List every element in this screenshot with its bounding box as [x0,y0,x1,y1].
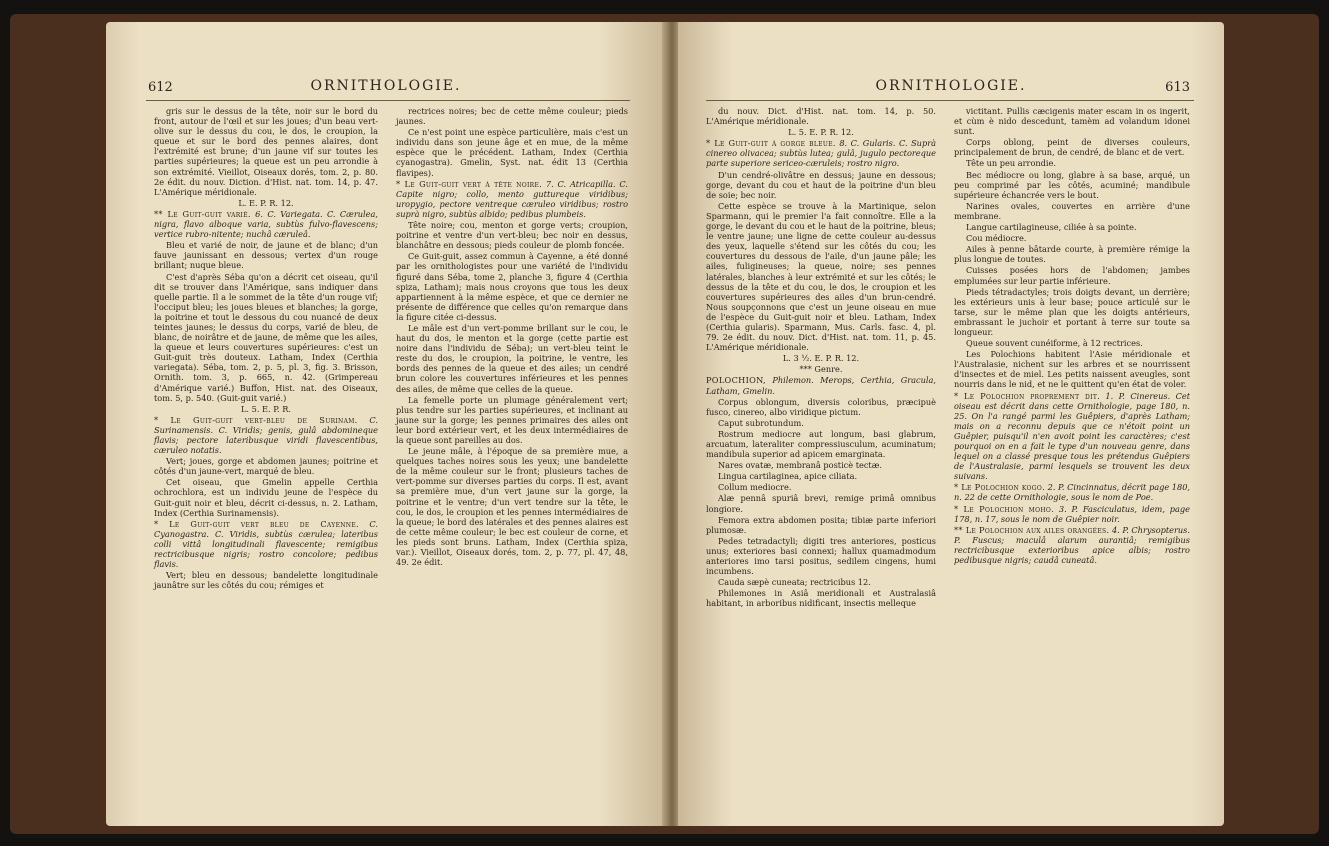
paragraph: Langue cartilagineuse, ciliée à sa pointe. [966,222,1137,233]
entry-text: 7. C. Atricapilla. C. Capite nigro; collo, mento guttureque viridibus; uropygio, pectore ventreque cæruleo viridibus; rostro suprà nigro, subtùs albido; pedibus plumbeis. [396,178,628,219]
entry-heading: ** Le Polochion aux ailes orangées. [954,524,1110,535]
species-entry [396,179,628,219]
entry-text: 2. P. Cincinnatus, décrit page 180, n. 22 de cette Ornithologie, sous le nom de Poe. [954,482,1191,503]
species-entry [706,375,936,395]
left-column-2 [396,106,628,568]
measurement-line: L. E. P. R. 12. [238,197,294,208]
paragraph: Collum mediocre. [718,482,792,493]
paragraph: Cet oiseau, que Gmelin appelle Certhia ochrochlora, est un individu jeune de l'espèce du Guit-guit noir et bleu, décrit ci-dessus, n. 2. Latham, Index (Certhia Surinamensis). [154,477,378,518]
paragraph: Queue souvent cunéiforme, à 12 rectrices. [966,338,1143,349]
entry-text: Philemon. Merops, Certhia, Gracula, Latham, Gmelin. [706,375,936,396]
right-header [678,78,1224,100]
measurement-line: *** Genre. [799,364,843,375]
species-entry [954,504,1190,524]
paragraph: Cette espèce se trouve à la Martinique, selon Sparmann, qui le premier l'a fait connoître. Elle a la gorge, le devant du cou et le haut de la poitrine, bleus; le ventre jaune; une ligne de cette couleur au-dessus des yeux, laquelle s'étend sur les côtés du cou; les couvertures du dessous de l'aile, d'un jaune pâle; les ailes, fuligineuses; la queue, noire; ses pennes latérales, blanches à leur extrémité et sur les côtés; le dessus de la tête et du cou, le dos, le croupion et les couvertures supérieures des ailes d'un brun-cendré. Nous soupçonnons que c'est un jeune oiseau en mue de l'espèce du Guit-guit noir et bleu. Latham, Index (Certhia gularis). Sparmann, Mus. Carls. fasc. 4, pl. 79. 2e édit. du nouv. Dict. d'Hist. nat. tom. 11, p. 45. L'Amérique méridionale. [706,200,936,353]
entry-heading: * Le Guit-guit à gorge bleue. [706,138,836,149]
paragraph: Pedes tetradactyli; digiti tres anteriores, posticus unus; exteriores basi connexi; hallux quamadmodum anteriores imo tarsi positus, sedilem cingens, humi incumbens. [706,535,936,577]
right-column-2 [954,106,1190,566]
paragraph: Vert; bleu en dessous; bandelette longitudinale jaunâtre sur les côtés du cou; rémiges et [154,570,378,591]
right-column-1 [706,106,936,610]
species-entry [154,519,378,569]
entry-heading: POLOCHION, [706,375,766,386]
entry-text: C. Cyanogastra. C. Viridis, subtùs cærulea; lateribus colli vittâ longitudinali flavescente; remigibus rectricibusque nigris; rostro concolore; pedibus flavis. [154,518,379,570]
paragraph: Pieds tétradactyles; trois doigts devant, un derrière; les extérieurs unis à leur base; pouce articulé sur le tarse, sur le même plan que les doigts antérieurs, embrassant le juchoir et portant à terre sur toute sa longueur. [954,286,1190,337]
paragraph: Bleu et varié de noir, de jaune et de blanc; d'un fauve jaunissant en dessous; vertex d'un rouge brillant; nuque bleue. [154,240,378,271]
paragraph: rectrices noires; bec de cette même couleur; pieds jaunes. [396,106,628,127]
entry-heading: * Le Guit-guit vert bleu de Cayenne. [154,518,359,529]
paragraph: Corpus oblongum, diversis coloribus, præcipuè fusco, cinereo, albo viridique pictum. [706,396,936,417]
measurement-line: L. 3 ½. E. P. R. 12. [782,353,860,364]
paragraph: gris sur le dessus de la tête, noir sur le bord du front, autour de l'œil et sur les joues; d'un beau vert-olive sur le dessus du cou, le dos, le croupion, la queue et sur le bord des pennes alaires, dont l'extrémité est brune; d'un jaune vif sur toutes les parties supérieures; la queue est un peu arrondie à son extrémité. Vieillot, Oiseaux dorés, tom. 2, p. 80. 2e édit. du nouv. Diction. d'Hist. nat. tom. 14, p. 47. L'Amérique méridionale. [154,106,378,197]
book-spread [10,14,1319,834]
entry-text: C. Surinamensis. C. Viridis; genis, gulâ abdomineque flavis; pectore lateribusque viridi flavescentibus, cæruleo notatis. [154,414,378,456]
paragraph: Bec médiocre ou long, glabre à sa base, arqué, un peu comprimé par les côtés, acuminé; mandibule supérieure échancrée vers le bout. [954,169,1190,200]
paragraph: Rostrum mediocre aut longum, basi glabrum, arcuatum, lateraliter compressiusculum, acuminatum; mandibula superior ad apicem emarginata. [706,428,936,460]
right-page [678,22,1224,826]
entry-text: 3. P. Fasciculatus, idem, page 178, n. 17, sous le nom de Guêpier noir. [954,503,1190,524]
paragraph: Le jeune mâle, à l'époque de sa première mue, a quelques taches noires sous les yeux; une bandelette de la même couleur sur le front; plusieurs taches de vert-pomme sur diverses parties du corps. Il est, avant sa première mue, d'un vert jaune sur la gorge, la poitrine et le ventre; d'un vert tendre sur la tête, le cou, le dos, le croupion et les pennes intermédiaires de la queue; le bord des latérales et des pennes alaires est de cette même couleur; le bec est couleur de corne, et les pieds sont bruns. Latham, Index (Certhia spiza, var.). Vieillot, Oiseaux dorés, tom. 2, p. 77, pl. 47, 48, 49. 2e édit. [396,446,628,568]
paragraph: Cuisses posées hors de l'abdomen; jambes emplumées sur leur partie inférieure. [954,265,1190,286]
paragraph: Lingua cartilaginea, apice ciliata. [718,471,858,482]
paragraph: Les Polochions habitent l'Asie méridionale et l'Australasie, nichent sur les arbres et se nourrissent d'insectes et de miel. Les petits naissent aveugles, sont nourris dans le nid, et ne le quittent qu'en état de voler. [954,349,1190,390]
paragraph: Narines ovales, couvertes en arrière d'une membrane. [954,200,1190,221]
paragraph: Alæ pennâ spuriâ brevi, remige primâ omnibus longiore. [706,493,936,514]
entry-text: 4. P. Chrysopterus. P. Fuscus; maculâ alarum aurantiâ; remigibus rectricibusque exterioribus apice albis; rostro pedibusque nigris; caudâ cuneatâ. [954,524,1190,566]
entry-heading: * Le Polochion proprement dit. [954,390,1101,401]
entry-heading: ** Le Guit-guit varié. [154,208,251,219]
measurement-line: L. 5. E. P. R. [240,403,292,414]
paragraph: victitant. Pullis cæcigenis mater escam in os ingerit, et cùm è nido descedunt, tamèm ad volandum idonei sunt. [954,106,1190,137]
right-header-rule [706,100,1194,101]
left-page [106,22,666,826]
species-entry [706,138,936,168]
paragraph: Philemones in Asiâ meridionali et Australasiâ habitant, in arboribus nidificant, insectis melleque [706,588,936,609]
paragraph: Cou médiocre. [966,233,1027,244]
species-entry [154,415,378,455]
left-page-number: 612 [148,80,173,95]
paragraph: Tête noire; cou, menton et gorge verts; croupion, poitrine et ventre d'un vert-bleu; bec noir en dessus, blanchâtre en dessous; pieds couleur de plomb foncée. [396,220,628,251]
entry-text: 6. C. Variegata. C. Cærulea, nigra, flavo alboque varia, subtùs fulvo-flavescens; vertice rubro-nitente; nuchâ cæruleâ. [154,208,379,240]
left-header-rule [146,100,630,101]
entry-text: 8. C. Gularis. C. Suprà cinereo olivacea; subtùs lutea; gulâ, jugulo pectoreque parte superiore sericeo-cæruleis; rostro nigro. [706,138,936,169]
species-entry [154,209,378,239]
species-entry [954,482,1190,502]
paragraph: Nares ovatæ, membranâ posticè tectæ. [718,460,883,471]
right-page-number: 613 [1165,80,1190,95]
species-entry [954,525,1190,565]
paragraph: Ce n'est point une espèce particulière, mais c'est un individu dans son jeune âge et en mue, de la même espèce que le précédent. Latham, Index (Certhia cyanogastra). Gmelin, Syst. nat. édit 13 (Certhia flavipes). [396,127,628,178]
left-header [106,78,666,100]
entry-heading: * Le Guit-guit vert-bleu de Surinam. [154,414,358,425]
paragraph: Le mâle est d'un vert-pomme brillant sur le cou, le haut du dos, le menton et la gorge (cette partie est noire dans l'individu de Séba); un vert-bleu teint le reste du dos, le croupion, la poitrine, le ventre, les bords des pennes de la queue et des ailes; un cendré brun colore les couvertures inférieures et les pennes des ailes, de même que celles de la queue. [396,322,628,394]
species-entry [954,391,1190,482]
paragraph: Cauda sæpè cuneata; rectricibus 12. [718,577,871,588]
measurement-line: L. 5. E. P. R. 12. [788,127,854,138]
paragraph: Femora extra abdomen posita; tibiæ parte inferiori plumosæ. [706,514,936,535]
left-running-head: ORNITHOLOGIE. [310,78,462,94]
paragraph: Caput subrotundum. [718,417,804,428]
paragraph: C'est d'après Séba qu'on a décrit cet oiseau, qu'il dit se trouver dans l'Amérique, sans indiquer dans quelle partie. Il a le sommet de la tête d'un rouge vif; l'occiput bleu; les joues bleues et blanches; la gorge, la poitrine et tout le dessous du cou nuancé de deux teintes jaunes; le dessus du corps, varié de bleu, de blanc, de noirâtre et de jaune, de même que les ailes, la queue et leurs couvertures supérieures: c'est un Guit-guit très douteux. Latham, Index (Certhia variegata). Séba, tom. 2, p. 5, pl. 3, fig. 3. Brisson, Ornith. tom. 3, p. 665, n. 42. (Grimpereau d'Amérique varié.) Buffon, Hist. nat. des Oiseaux, tom. 5, p. 540. (Guit-guit varié.) [154,271,378,403]
entry-heading: * Le Polochion kogo. [954,482,1045,493]
paragraph: du nouv. Dict. d'Hist. nat. tom. 14, p. 50. L'Amérique méridionale. [706,106,936,127]
paragraph: D'un cendré-olivâtre en dessus; jaune en dessous; gorge, devant du cou et haut de la poitrine d'un bleu de soie; bec noir. [706,169,936,200]
paragraph: Vert; joues, gorge et abdomen jaunes; poitrine et côtés d'un jaune-vert, marqué de bleu. [154,456,378,477]
left-column-1 [154,106,378,591]
paragraph: Tête un peu arrondie. [966,158,1056,169]
paragraph: La femelle porte un plumage généralement vert; plus tendre sur les parties supérieures, et inclinant au jaune sur la gorge; les pennes primaires des ailes ont leur bord extérieur vert, et les deux intermédiaires de la queue sont pareilles au dos. [396,394,628,445]
entry-heading: * Le Guit-guit vert à tête noire. [396,178,543,189]
paragraph: Ce Guit-guit, assez commun à Cayenne, a été donné par les ornithologistes pour une variété de l'individu figuré dans Séba, tome 2, planche 3, figure 4 (Certhia spiza, Latham); mais nous croyons que tous les deux appartiennent à la même espèce, et que ce dernier ne présente de différence que celles qu'on remarque dans la figure citée ci-dessus. [396,251,628,322]
paragraph: Corps oblong, peint de diverses couleurs, principalement de brun, de cendré, de blanc et de vert. [954,137,1190,158]
right-running-head: ORNITHOLOGIE. [875,78,1027,94]
paragraph: Ailes à penne bâtarde courte, à première rémige la plus longue de toutes. [954,244,1190,265]
entry-text: 1. P. Cinereus. Cet oiseau est décrit dans cette Ornithologie, page 180, n. 25. On l'a rangé parmi les Guêpiers, d'après Latham; mais on a reconnu depuis que ce n'étoit point un Guêpier, puisqu'il n'en avoit point les caractères; c'est pourquoi on en a fait le type d'un nouveau genre, dans lequel on a classé presque tous les prétendus Guêpiers de l'Australasie, parmi lesquels se trouvent les deux suivans. [954,390,1190,482]
entry-heading: * Le Polochion moho. [954,503,1055,514]
